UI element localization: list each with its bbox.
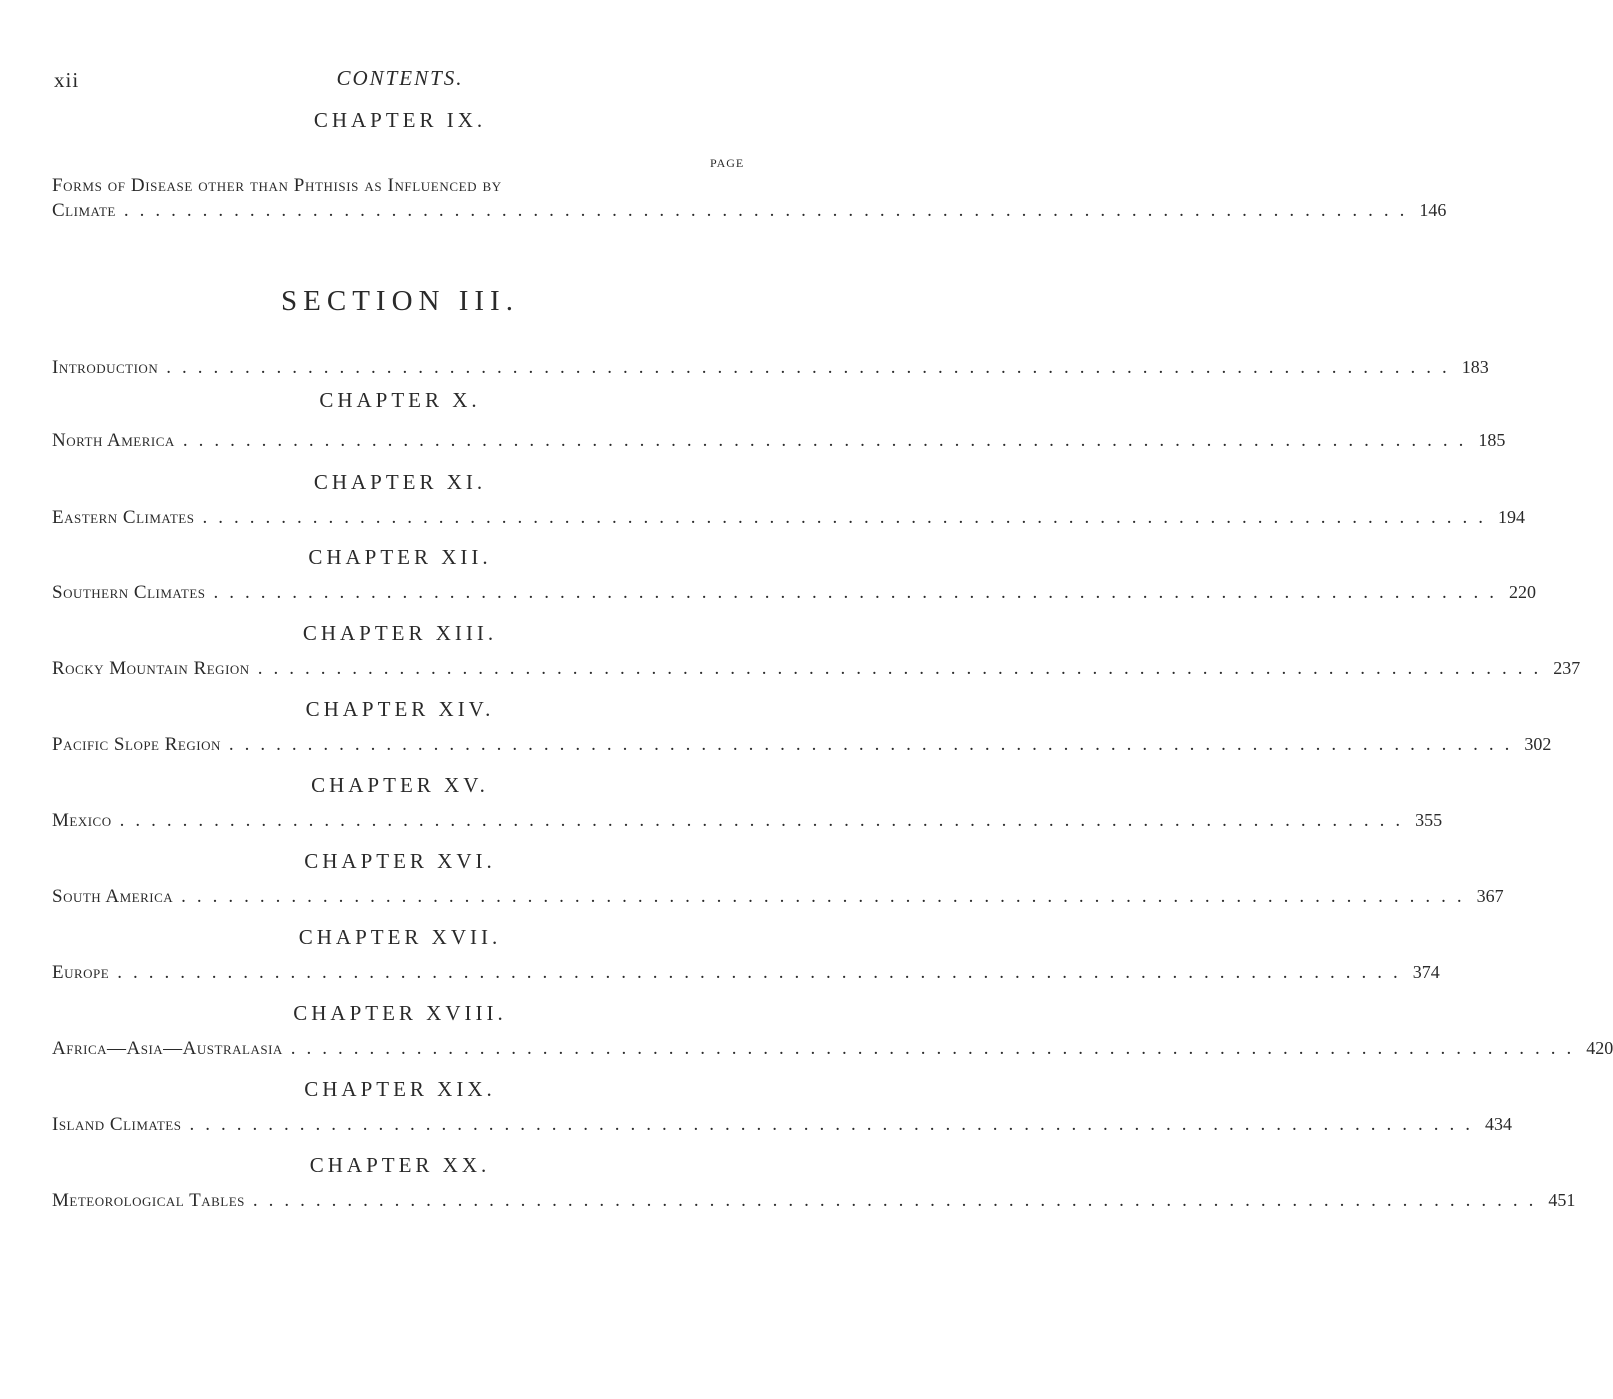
chapter-heading: CHAPTER IX. — [313, 108, 487, 132]
toc-entry-page: 194 — [1497, 507, 1525, 527]
chapter-heading: CHAPTER XX. — [309, 1153, 491, 1177]
toc-entry — [52, 810, 1443, 832]
chapter-heading: CHAPTER XI. — [313, 470, 487, 494]
toc-entry-title: North America — [52, 430, 175, 451]
chapter-heading: CHAPTER X. — [319, 388, 481, 412]
toc-entry-title: Forms of Disease other than Phthisis as Influenced by — [52, 175, 502, 196]
chapter-heading: CHAPTER XII. — [308, 545, 492, 569]
toc-entry — [52, 430, 1506, 452]
toc-entry — [52, 1114, 1512, 1136]
toc-entry — [52, 507, 1525, 529]
toc-entry-title: Pacific Slope Region — [52, 734, 221, 755]
toc-entry-page: 220 — [1508, 582, 1536, 602]
toc-entry-title: Island Climates — [52, 1114, 182, 1135]
page-folio: xii — [54, 68, 80, 92]
toc-entry-page: 302 — [1524, 734, 1552, 754]
dot-leader: .................................................................................. — [290, 1038, 1583, 1059]
toc-entry-title: Southern Climates — [52, 582, 206, 603]
toc-entry-title: Eastern Climates — [52, 507, 195, 528]
toc-entry-page: 420 — [1586, 1038, 1613, 1058]
toc-entry-title: Introduction — [52, 357, 159, 378]
dot-leader: .................................................................................. — [228, 734, 1521, 755]
toc-entry — [52, 1190, 1576, 1212]
chapter-heading: CHAPTER XV. — [311, 773, 489, 797]
toc-entry — [52, 734, 1552, 756]
dot-leader: .................................................................................. — [252, 1190, 1545, 1211]
chapter-heading: CHAPTER XVIII. — [293, 1001, 507, 1025]
toc-entry — [52, 200, 1447, 222]
toc-entry-title: Mexico — [52, 810, 112, 831]
toc-entry-title: Climate — [52, 200, 116, 221]
toc-entry — [52, 658, 1581, 680]
chapter-heading: CHAPTER XVI. — [304, 849, 496, 873]
toc-entry-page: 237 — [1553, 658, 1581, 678]
toc-entry — [52, 962, 1440, 984]
dot-leader: .................................................................................. — [181, 886, 1473, 907]
toc-entry-title: South America — [52, 886, 174, 907]
toc-entry — [52, 886, 1504, 908]
toc-entry-title: Rocky Mountain Region — [52, 658, 250, 679]
toc-entry — [52, 357, 1489, 379]
chapter-heading: CHAPTER XIX. — [304, 1077, 496, 1101]
page-column-label: PAGE — [710, 156, 745, 170]
toc-entry-page: 146 — [1419, 200, 1447, 220]
section-heading: SECTION III. — [281, 285, 519, 317]
toc-entry-page: 434 — [1484, 1114, 1512, 1134]
toc-entry-title: Africa—Asia—Australasia — [52, 1038, 283, 1059]
toc-entry — [52, 1038, 1613, 1060]
toc-entry-page: 185 — [1478, 430, 1506, 450]
dot-leader: .................................................................................. — [182, 430, 1475, 451]
dot-leader: .................................................................................. — [123, 200, 1416, 221]
dot-leader: .................................................................................. — [189, 1114, 1481, 1135]
chapter-heading: CHAPTER XIV. — [305, 697, 495, 721]
toc-entry-page: 183 — [1461, 357, 1489, 377]
toc-entry-title: Meteorological Tables — [52, 1190, 245, 1211]
toc-entry-title: Europe — [52, 962, 110, 983]
dot-leader: .................................................................................. — [257, 658, 1550, 679]
dot-leader: .................................................................................. — [119, 810, 1412, 831]
toc-entry-page: 451 — [1548, 1190, 1576, 1210]
dot-leader: .................................................................................. — [166, 357, 1458, 378]
toc-entry-page: 374 — [1412, 962, 1440, 982]
dot-leader: .................................................................................. — [117, 962, 1409, 983]
chapter-heading: CHAPTER XVII. — [298, 925, 502, 949]
running-head: CONTENTS. — [336, 66, 464, 90]
toc-entry-page: 355 — [1415, 810, 1443, 830]
dot-leader: .................................................................................. — [202, 507, 1494, 528]
toc-entry-page: 367 — [1476, 886, 1504, 906]
dot-leader: .................................................................................. — [213, 582, 1505, 603]
chapter-heading: CHAPTER XIII. — [302, 621, 498, 645]
toc-entry — [52, 582, 1536, 604]
